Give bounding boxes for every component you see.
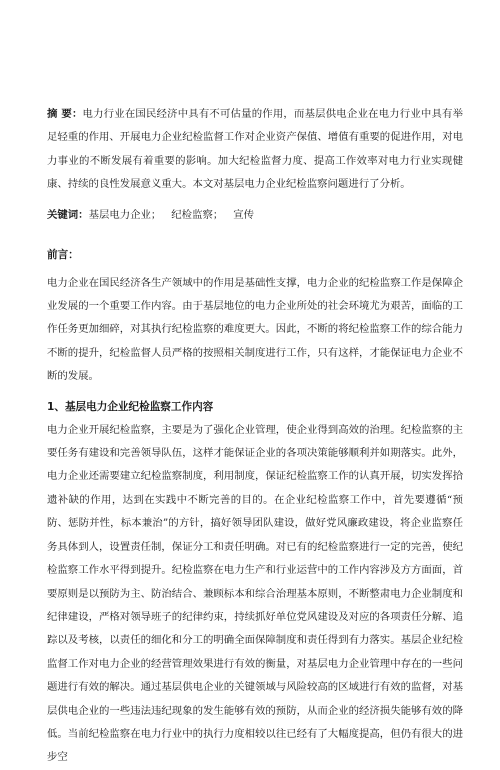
keyword-item: 宣传 xyxy=(233,208,255,221)
keyword-item: 基层电力企业； xyxy=(88,208,162,221)
abstract-text: 电力行业在国民经济中具有不可估量的作用，而基层供电企业在电力行业中具有举足轻重的作用、开展电力企业纪检监督工作对企业资产保值、增值有重要的促进作用，对电力事业的不断发展有着重要的影响。加大纪检监督力度、提高工作效率对电力行业实现健康、持续的良性发展意义重大。本文对基层电力企业纪检监察问题进行了分析。 xyxy=(47,108,463,191)
keywords-label: 关键词： xyxy=(47,208,89,221)
abstract-label: 摘 要： xyxy=(47,108,83,120)
keywords-row xyxy=(47,205,463,225)
document-page xyxy=(47,103,463,770)
abstract-paragraph xyxy=(47,103,463,197)
preface-paragraph: 电力企业在国民经济各生产领域中的作用是基础性支撑，电力企业的纪检监察工作是保障企业发展的一个重要工作内容。由于基层地位的电力企业所处的社会环境尤为艰苦，面临的工作任务更加细碎，对其执行纪检监察的难度更大。因此，不断的将纪检监察工作的综合能力不断的提升，纪检监督人员严格的按照相关制度进行工作，只有这样，才能保证电力企业不断的发展。 xyxy=(47,276,463,383)
section-paragraph: 电力企业开展纪检监察，主要是为了强化企业管理，使企业得到高效的治理。纪检监察的主要任务有建设和完善领导队伍，这样才能保证企业的各项决策能够顺利并如期落实。此外，电力企业还需要建立纪检监察制度，利用制度，保证纪检监察工作的认真开展，切实发挥拾遗补缺的作用，达到在实践中不断完善的目的。在企业纪检监察工作中，首先要遵循“预防、惩防并性，标本兼治”的方针，搞好领导团队建设，做好党风廉政建设，将企业监察任务具体到人，设置责任制，保证分工和责任明确。对已有的纪检监察进行一定的完善，使纪检监察工作水平得到提升。纪检监察在电力生产和行业运营中的工作内容涉及方方面面，首要原则是以预防为主、防治结合、兼顾标本和综合治理基本原则，不断整肃电力企业制度和纪律建设，严格对领导班子的纪律约束，持续抓好单位党风建设及对应的各项责任分解、追踪以及考核，以责任的细化和分工的明确全面保障制度和责任得到有力落实。基层企业纪检监督工作对电力企业的经营管理效果进行有效的衡量，对基层电力企业管理中存在的一些问题进行有效的解决。通过基层供电企业的关键领域与风险较高的区域进行有效的监督，对基层供电企业的一些违法违纪现象的发生能够有效的预防，从而企业的经济损失能够有效的降低。当前纪检监察在电力行业中的执行力度相较以往已经有了大幅度提高，但仍有很大的进步空 xyxy=(47,423,463,764)
section-heading: 1、基层电力企业纪检监察工作内容 xyxy=(47,400,214,413)
preface-heading: 前言： xyxy=(47,248,79,261)
keyword-item: 纪检监察； xyxy=(171,208,224,221)
